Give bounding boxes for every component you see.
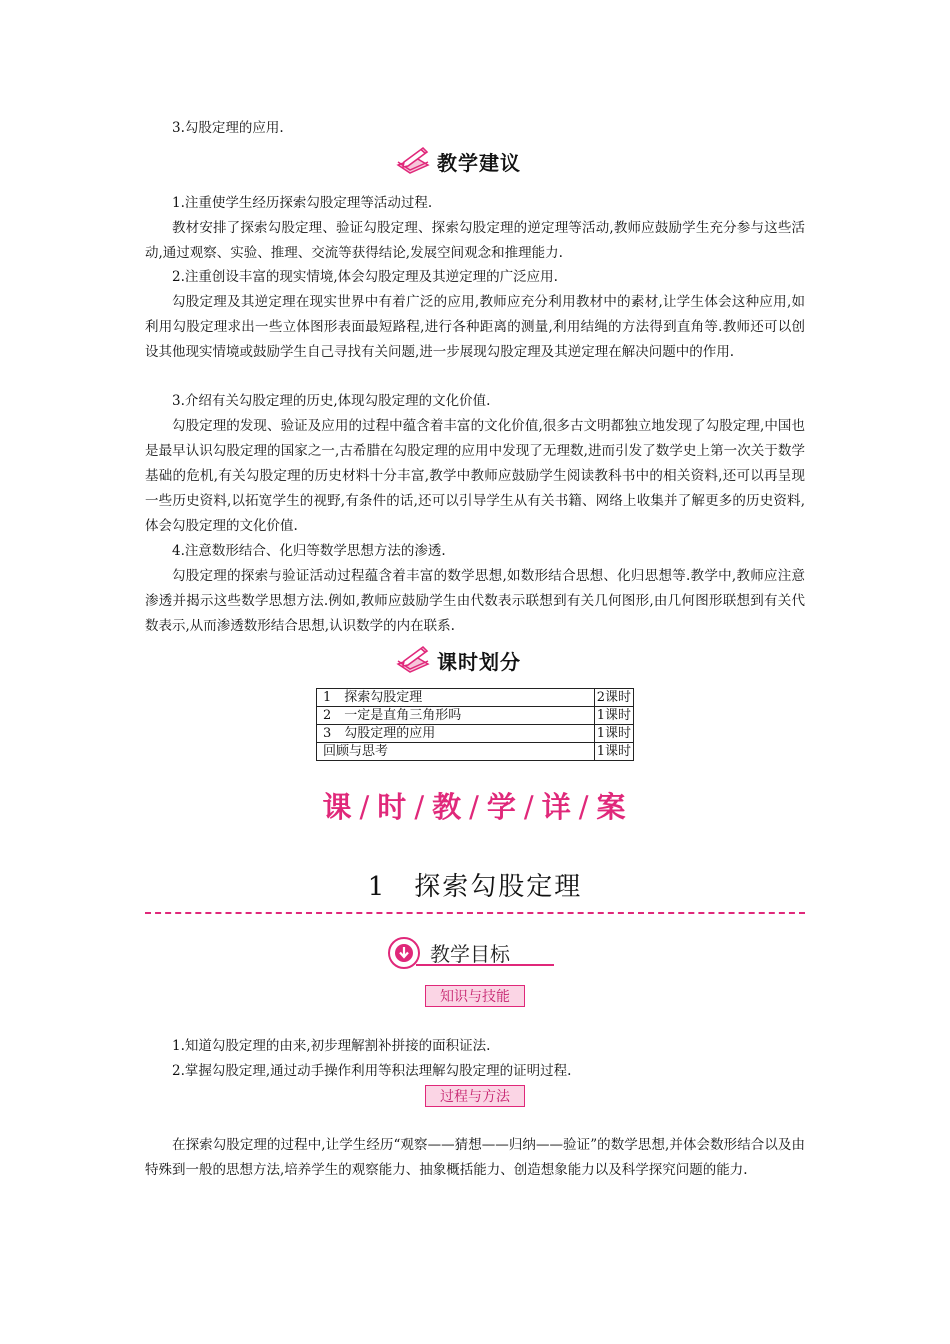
table-row (317, 725, 634, 743)
table-cell-hours: 1课时 (594, 743, 633, 761)
banner-char: 学 (486, 790, 518, 824)
knowledge-skills-tag: 知识与技能 (425, 985, 525, 1007)
suggestion-3-body: 勾股定理的发现、验证及应用的过程中蕴含着丰富的文化价值,很多古文明都独立地发现了勾股定理,中国也是最早认识勾股定理的国家之一,古希腊在勾股定理的应用中发现了无理数,进而引发了数学史上第一次关于数学基础的危机,有关勾股定理的历史材料十分丰富,教学中教师应鼓励学生阅读教科书中的相关资料,还可以再呈现一些历史资料,以拓宽学生的视野,有条件的话,还可以引导学生从有关书籍、网络上收集并了解更多的历史资料,体会勾股定理的文化价值. (145, 418, 805, 534)
table-cell-topic: 1 探索勾股定理 (317, 689, 595, 707)
process-method-tag: 过程与方法 (425, 1085, 525, 1107)
pencil-notebook-icon (395, 645, 431, 675)
goal-underline (416, 964, 554, 966)
lesson-plan-banner: 课 / 时 / 教 / 学 / 详 / 案 (322, 790, 628, 824)
table-row (317, 707, 634, 725)
lesson-title: 1 探索勾股定理 (367, 872, 583, 902)
teaching-suggestion-heading (395, 143, 521, 179)
suggestion-3-title: 3.介绍有关勾股定理的历史,体现勾股定理的文化价值. (172, 393, 491, 409)
suggestion-2-title: 2.注重创设丰富的现实情境,体会勾股定理及其逆定理的广泛应用. (172, 269, 558, 285)
banner-char: 案 (596, 790, 628, 824)
banner-char: 时 (377, 790, 409, 824)
suggestion-1-title: 1.注重使学生经历探索勾股定理等活动过程. (172, 195, 433, 211)
schedule-table (316, 688, 634, 761)
table-cell-topic: 回顾与思考 (317, 743, 595, 761)
table-cell-hours: 1课时 (594, 725, 633, 743)
section-label: 教学建议 (437, 150, 521, 175)
top-item: 3.勾股定理的应用. (172, 120, 284, 136)
teaching-goal-heading (388, 937, 554, 967)
suggestion-4-body: 勾股定理的探索与验证活动过程蕴含着丰富的数学思想,如数形结合思想、化归思想等.教学中,教师应注意渗透并揭示这些数学思想方法.例如,教师应鼓励学生由代数表示联想到有关几何图形,由几何图形联想到有关代数表示,从而渗透数形结合思想,认识数学的内在联系. (145, 568, 805, 634)
goal-label: 教学目标 (430, 942, 510, 966)
table-cell-hours: 2课时 (594, 689, 633, 707)
table-cell-topic: 2 一定是直角三角形吗 (317, 707, 595, 725)
knowledge-item-2: 2.掌握勾股定理,通过动手操作利用等积法理解勾股定理的证明过程. (172, 1063, 572, 1079)
table-row (317, 689, 634, 707)
table-cell-hours: 1课时 (594, 707, 633, 725)
schedule-heading (395, 642, 521, 678)
banner-char: 教 (432, 790, 464, 824)
dashed-divider (145, 912, 805, 914)
table-row (317, 743, 634, 761)
suggestion-2-body: 勾股定理及其逆定理在现实世界中有着广泛的应用,教师应充分利用教材中的素材,让学生体会这种应用,如利用勾股定理求出一些立体图形表面最短路程,进行各种距离的测量,利用结绳的方法得到直角等.教师还可以创设其他现实情境或鼓励学生自己寻找有关问题,进一步展现勾股定理及其逆定理在解决问题中的作用. (145, 294, 805, 360)
pencil-notebook-icon (395, 146, 431, 176)
process-paragraph: 在探索勾股定理的过程中,让学生经历“观察——猜想——归纳——验证”的数学思想,并体会数形结合以及由特殊到一般的思想方法,培养学生的观察能力、抽象概括能力、创造想象能力以及科学探究问题的能力. (145, 1137, 805, 1178)
suggestion-1-body: 教材安排了探索勾股定理、验证勾股定理、探索勾股定理的逆定理等活动,教师应鼓励学生充分参与这些活动,通过观察、实验、推理、交流等获得结论,发展空间观念和推理能力. (145, 220, 805, 261)
table-cell-topic: 3 勾股定理的应用 (317, 725, 595, 743)
banner-char: 课 (322, 790, 354, 824)
suggestion-4-title: 4.注意数形结合、化归等数学思想方法的渗透. (172, 543, 446, 559)
section-label: 课时划分 (437, 649, 521, 674)
banner-char: 详 (541, 790, 573, 824)
knowledge-item-1: 1.知道勾股定理的由来,初步理解割补拼接的面积证法. (172, 1038, 491, 1054)
